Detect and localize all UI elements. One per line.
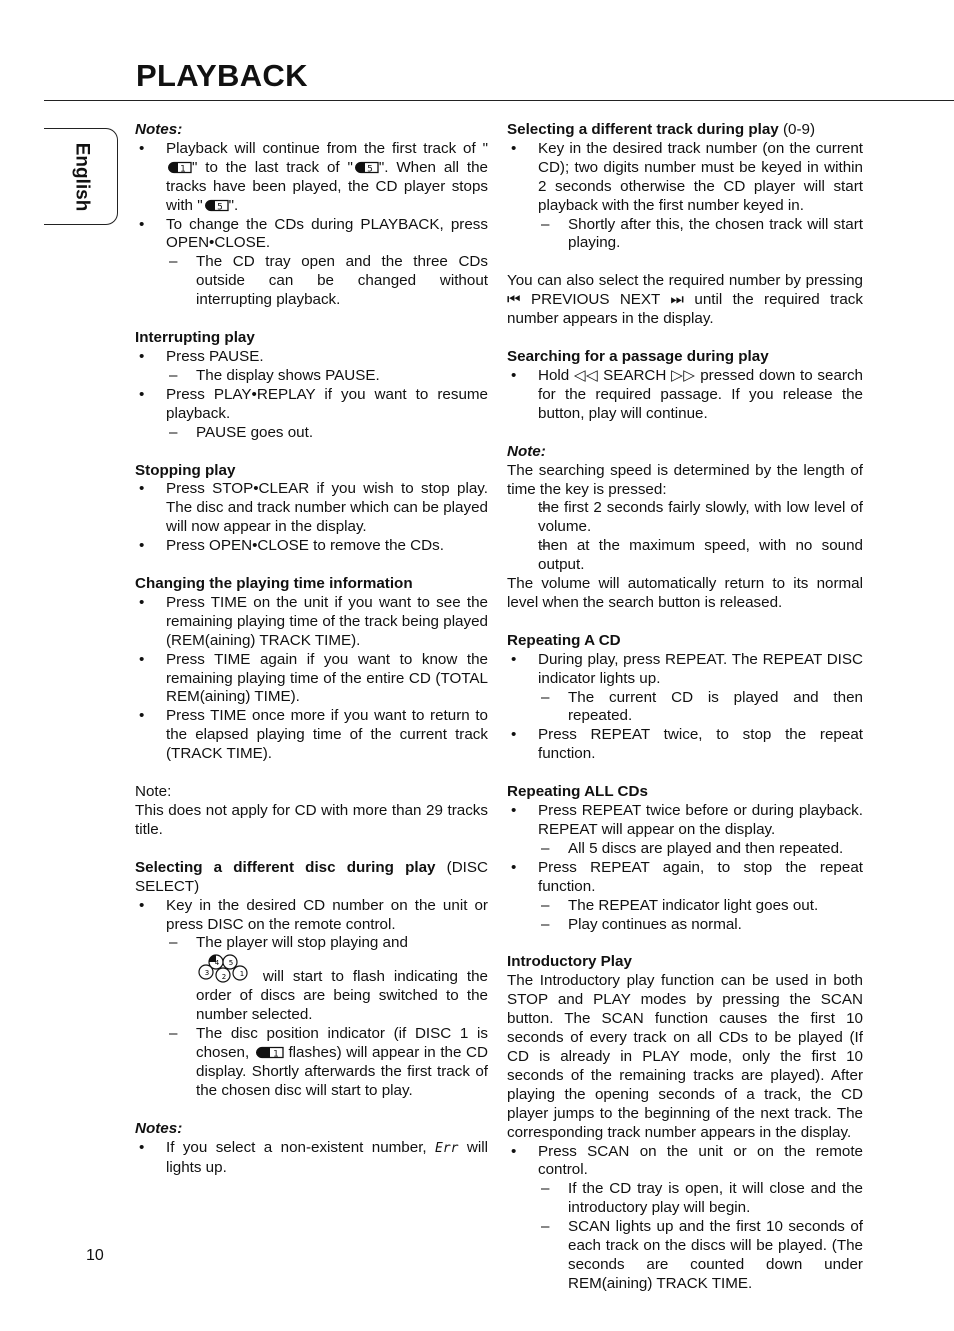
list-item: • Press STOP•CLEAR if you wish to stop play. The disc and track number which can be played will now appear in the display. (135, 480, 488, 537)
list-item: • Press TIME on the unit if you want to see the remaining playing time of the track being played (REM(aining) TRACK TIME). (135, 594, 488, 651)
sub-item: – the first 2 seconds fairly slowly, with low level of volume. (507, 499, 863, 537)
svg-text:3: 3 (204, 969, 210, 978)
stopping-list (135, 480, 488, 556)
disc-five-icon (353, 161, 379, 174)
search-heading: Searching for a passage during play (507, 348, 769, 366)
list-item: • Press REPEAT twice before or during playback. REPEAT will appear on the display. (507, 802, 863, 840)
repeat-one-heading: Repeating A CD (507, 631, 621, 649)
notes2-heading: Notes: (135, 1119, 183, 1137)
stopping-heading: Stopping play (135, 461, 236, 479)
repeat-one-list (507, 651, 863, 764)
sub-item: – The disc position indicator (if DISC 1 is chosen, 1 flashes) will appear in the CD display. Shortly afterwards the first track of the chosen disc will start to play. (135, 1025, 488, 1101)
svg-text:5: 5 (228, 959, 234, 968)
list-item: • Hold ◁◁ SEARCH ▷▷ pressed down to search for the required passage. If you release the button, play will continue. (507, 367, 863, 424)
svg-text:5: 5 (216, 202, 223, 212)
search-note-list (507, 499, 863, 575)
list-item: • Press OPEN•CLOSE to remove the CDs. (135, 537, 488, 556)
search-note-intro: The searching speed is determined by the length of time the key is pressed: (507, 461, 863, 498)
disc-one-icon (166, 161, 192, 174)
sub-item: – then at the maximum speed, with no sound output. (507, 537, 863, 575)
notes-heading: Notes: (135, 121, 183, 138)
track-select-list (507, 140, 863, 253)
sub-item: – The current CD is played and then repeated. (507, 689, 863, 727)
sub-item: – SCAN lights up and the first 10 seconds of each track on the discs will be played. (The seconds are counted down under REM(aining) TRACK TIME. (507, 1218, 863, 1294)
sub-item: – PAUSE goes out. (135, 424, 488, 443)
notes-list (135, 140, 488, 310)
sub-item: – The CD tray open and the three CDs outside can be changed without interrupting playback. (135, 253, 488, 310)
list-item: • Press TIME again if you want to know the remaining playing time of the entire CD (TOTAL REM(aining) TIME). (135, 651, 488, 708)
list-item: • Press REPEAT again, to stop the repeat function. (507, 859, 863, 897)
svg-text:1: 1 (180, 164, 186, 174)
sub-item: – The player will stop playing and 4 5 3 1 2 will start to flash indicating the order of discs are being switched to the number selected. (135, 934, 488, 1025)
list-item: • Playback will continue from the first track of " 1 " to the last track of " 5 ". When all the tracks have been played, the CD player stops with " 5 ". (135, 140, 488, 216)
intro-heading: Introductory Play (507, 953, 632, 971)
svg-text:5: 5 (366, 164, 373, 174)
note-text: This does not apply for CD with more than 29 tracks title. (135, 802, 488, 838)
list-item: • If you select a non-existent number, Err will lights up. (135, 1139, 488, 1178)
intro-list (507, 1143, 863, 1294)
track-select-para: You can also select the required number by pressing ⏮ PREVIOUS NEXT ⏭ until the required track number appears in the display. (507, 272, 863, 328)
page-title: PLAYBACK (136, 58, 308, 93)
disc-select-list (135, 897, 488, 1101)
sub-item: – All 5 discs are played and then repeated. (507, 840, 863, 859)
svg-text:1: 1 (239, 970, 245, 979)
sub-item: – The REPEAT indicator light goes out. (507, 897, 863, 916)
list-item: • During play, press REPEAT. The REPEAT DISC indicator lights up. (507, 651, 863, 689)
svg-text:1: 1 (272, 1049, 279, 1059)
sub-item: – Play continues as normal. (507, 916, 863, 935)
disc-select-heading: Selecting a different disc during play (DISC SELECT) (135, 858, 488, 895)
svg-text:2: 2 (221, 973, 227, 982)
repeat-all-heading: Repeating ALL CDs (507, 783, 648, 801)
list-item: • Key in the desired track number (on the current CD); two digits number must be keyed in within 2 seconds otherwise the CD player will start playback with the first number keyed in. (507, 140, 863, 216)
list-item: • Press SCAN on the unit or on the remote control. (507, 1143, 863, 1181)
search-note-heading: Note: (507, 442, 546, 460)
sub-item: – Shortly after this, the chosen track will start playing. (507, 216, 863, 254)
list-item: • Press TIME once more if you want to return to the elapsed playing time of the current track (TRACK TIME). (135, 707, 488, 764)
left-column (135, 121, 488, 1177)
list-item: • To change the CDs during PLAYBACK, press OPEN•CLOSE. (135, 216, 488, 254)
intro-para: The Introductory play function can be used in both STOP and PLAY modes by pressing the SCAN button. The SCAN function causes the first 10 seconds of every track on all CDs to be played (If CD is already in PLAY mode, only the first 10 seconds of the remaining tracks are played). After playing the opening seconds of a track, the CD player jumps to the beginning of the next track. The corresponding track number appears in the display. (507, 972, 863, 1141)
notes2-list (135, 1139, 488, 1178)
disc-carousel-icon (196, 953, 254, 983)
search-list (507, 367, 863, 424)
track-select-heading: Selecting a different track during play (0-9) (507, 121, 816, 138)
search-note-outro: The volume will automatically return to its normal level when the search button is released. (507, 575, 863, 611)
svg-text:4: 4 (214, 959, 220, 968)
time-info-list (135, 594, 488, 764)
interrupting-heading: Interrupting play (135, 329, 255, 347)
list-item: • Press REPEAT twice, to stop the repeat function. (507, 726, 863, 764)
list-item: • Press PAUSE. (135, 348, 488, 367)
sub-item: – The display shows PAUSE. (135, 367, 488, 386)
repeat-all-list (507, 802, 863, 934)
disc-one-icon (254, 1046, 284, 1059)
list-item: • Press PLAY•REPLAY if you want to resume playback. (135, 386, 488, 424)
error-display: Err (435, 1140, 459, 1156)
sub-item: – If the CD tray is open, it will close and the introductory play will begin. (507, 1180, 863, 1218)
header-rule (44, 100, 954, 101)
disc-five-icon (203, 199, 229, 212)
page-number: 10 (86, 1247, 104, 1264)
language-tab-label: English (70, 142, 92, 211)
right-column (507, 121, 863, 1294)
list-item: • Key in the desired CD number on the unit or press DISC on the remote control. (135, 897, 488, 935)
note-label: Note: (135, 783, 172, 801)
interrupting-list (135, 348, 488, 443)
language-tab (44, 128, 118, 225)
time-info-heading: Changing the playing time information (135, 575, 413, 593)
